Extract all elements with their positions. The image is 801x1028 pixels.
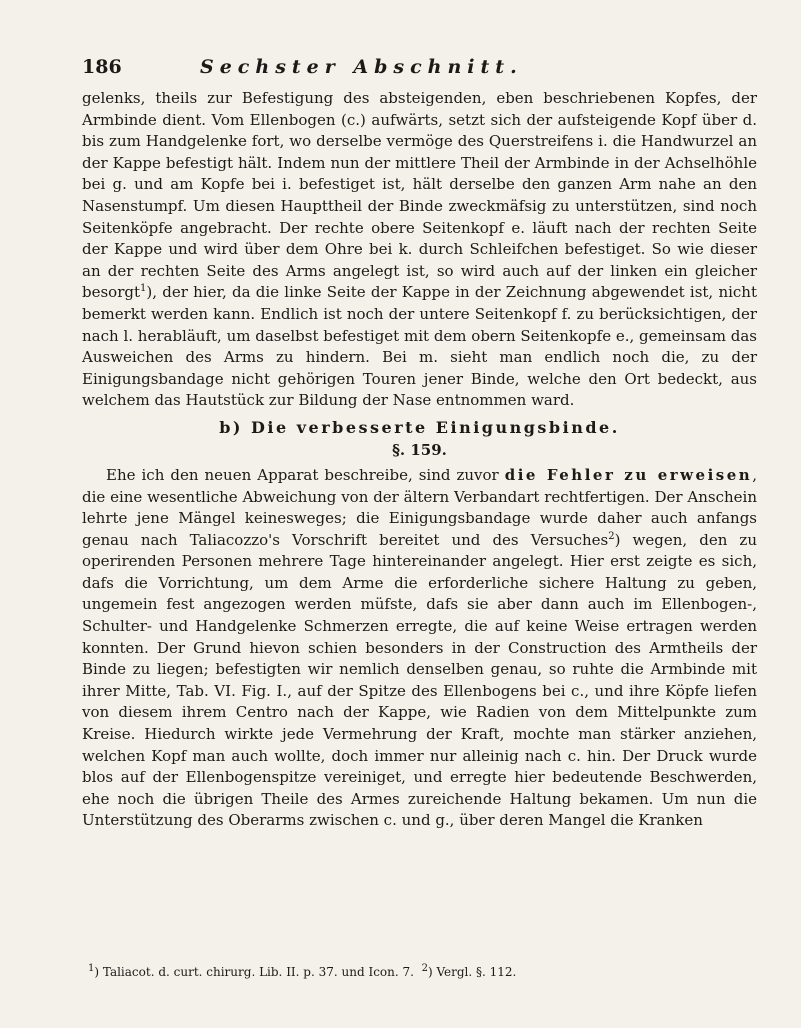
emphasized-text: die Fehler zu erweisen — [504, 465, 753, 484]
section-title: b) Die verbesserte Einigungsbinde. — [219, 417, 620, 437]
paragraph-text: gelenks, theils zur Befestigung des absteigenden, eben beschriebenen Kopfes, der Armbinde dient. Vom Ellenbogen (c.) aufwärts, setzt sich der aufsteigende Kopf über d. bis zum Handgelenke fort, wo derselbe vermöge des Querstreifens i. die Handwurzel an der Kappe befestigt hält. Indem nun der mittlere Theil der Armbinde in der Achselhöhle bei g. und am Kopfe bei i. befestiget ist, hält derselbe den ganzen Arm nahe an den Nasenstumpf. Um diesen Haupttheil der Binde zweckmäfsig zu unterstützen, sind noch Seitenköpfe angebracht. Der rechte obere Seitenkopf e. läuft nach der rechten Seite der Kappe und wird über dem Ohre bei k. durch Schleifchen befestiget. So wie dieser an der rechten Seite des Arms angelegt ist, so wird auch auf der linken ein gleicher besorgt — [82, 89, 757, 302]
paragraph-text: ) wegen, den zu operirenden Personen mehrere Tage hintereinander angelegt. Hier erst zeigte es sich, dafs die Vorrichtung, um dem Arme die erforderliche sichere Haltung zu geben, ungemein fest angezogen werden müfste, dafs sie aber dann auch im Ellenbogen-, Schulter- und Handgelenke Schmerzen erregte, die auf keine Weise ertragen werden konnten. Der Grund hievon schien besonders in der Construction des Armtheils der Binde zu liegen; befestigten wir nemlich denselben genau, so ruhte die Armbinde mit ihrer Mitte, Tab. VI. Fig. I., auf der Spitze des Ellenbogens bei c., und ihre Köpfe liefen von diesem ihrem Centro nach der Kappe, wie Radien von dem Mittelpunkte zum Kreise. Hiedurch wirkte jede Vermehrung der Kraft, mochte man stärker anziehen, welchen Kopf man auch wollte, doch immer nur alleinig nach c. hin. Der Druck wurde blos auf der Ellenbogenspitze vereiniget, und erregte hier bedeutende Beschwerden, ehe noch die übrigen Theile des Armes zureichende Haltung bekamen. Um nun die Unterstützung des Oberarms zwischen c. und g., über deren Mangel die Kranken — [82, 530, 757, 830]
section-number: §. 159. — [392, 440, 447, 459]
paragraph-text: ), der hier, da die linke Seite der Kappe in der Zeichnung abgewendet ist, nicht bemerkt werden kann. Endlich ist noch der untere Seitenkopf f. zu berücksichtigen, der nach l. herabläuft, um daselbst befestiget mit dem obern Seitenkopfe e., gemeinsam das Ausweichen des Arms zu hindern. Bei m. sieht man endlich noch die, zu der Einigungsbandage nicht gehörigen Touren jener Binde, welche den Ort bedeckt, aus welchem das Hautstück zur Bildung der Nase entnommen ward. — [82, 283, 757, 410]
footnotes — [88, 964, 758, 980]
body-text — [82, 88, 757, 832]
footnote-2: ) Vergl. §. 112. — [427, 965, 517, 979]
page-header — [82, 56, 757, 84]
footnote-1: ) Taliacot. d. curt. chirurg. Lib. II. p. 37. und Icon. 7. — [94, 965, 414, 979]
paragraph-text: , die eine wesentliche Abweichung von der ältern Verbandart rechtfertigen. Der Anschein lehrte jene Mängel keinesweges; die Einigungsbandage wurde daher auch anfangs genau nach Taliacozzo's Vorschrift bereitet und des Versuches — [82, 465, 757, 549]
footnote-mark-2: 2 — [421, 963, 428, 974]
running-title: Sechster Abschnitt. — [200, 56, 523, 78]
paragraph-text: Ehe ich den neuen Apparat beschreibe, sind zuvor — [106, 465, 505, 484]
paragraph-continued — [82, 88, 757, 412]
footnote-mark-1: 1 — [88, 963, 95, 974]
page-number: 186 — [82, 56, 122, 78]
footnote-ref-1: 1 — [140, 283, 147, 295]
paragraph — [82, 465, 757, 832]
footnote-ref-2: 2 — [608, 530, 615, 542]
